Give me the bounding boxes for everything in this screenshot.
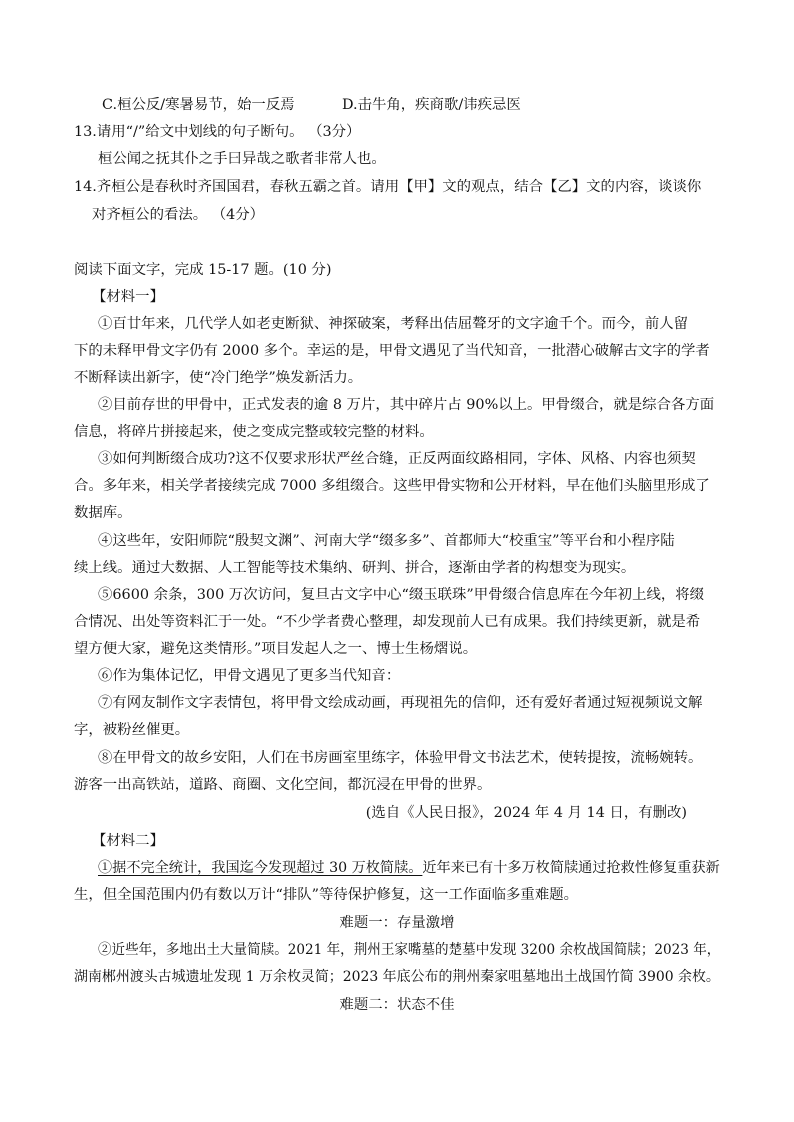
material1-line: 下的未释甲骨文字仍有 2000 多个。幸运的是，甲骨文遇见了当代知音，一批潜心破解古文字的学者 bbox=[74, 343, 710, 359]
material1-line: 不断释读出新字，使“冷门绝学”焕发新活力。 bbox=[74, 370, 363, 386]
material2-paragraph2-line2: 湖南郴州渡头古城遗址发现 1 万余枚灵简；2023 年底公布的荆州秦家咀墓地出土战国竹简 3900 余枚。 bbox=[74, 969, 720, 985]
material1-line: ④这些年，安阳师院“殷契文渊”、河南大学“缀多多”、首都师大“校重宝”等平台和小程序陆 bbox=[98, 533, 675, 549]
material1-line: 信息，将碎片拼接起来，使之变成完整或较完整的材料。 bbox=[74, 424, 434, 440]
material1-line: 续上线。通过大数据、人工智能等技术集纳、研判、拼合，逐渐由学者的构想变为现实。 bbox=[74, 560, 636, 576]
material1-line: 字，被粉丝催更。 bbox=[74, 722, 190, 738]
material2-paragraph1-line2: 生，但全国范围内仍有数以万计“排队”等待保护修复，这一工作面临多重难题。 bbox=[74, 887, 578, 903]
material1-line: 望方便大家，避免这类情形。”项目发起人之一、博士生杨熠说。 bbox=[74, 641, 478, 657]
subheading-difficulty2: 难题二：状态不佳 bbox=[339, 997, 455, 1013]
material1-line: 游客一出高铁站，道路、商圈、文化空间，都沉浸在甲骨的世界。 bbox=[74, 777, 492, 793]
material1-heading: 【材料一】 bbox=[92, 289, 164, 305]
material1-line: ⑧在甲骨文的故乡安阳，人们在书房画室里练字，体验甲骨文书法艺术，使转提按，流畅婉转。 bbox=[98, 750, 703, 766]
material1-line: 数据库。 bbox=[74, 505, 132, 521]
reading-instruction: 阅读下面文字，完成 15-17 题。(10 分) bbox=[74, 262, 332, 278]
subheading-difficulty1: 难题一：存量激增 bbox=[339, 915, 455, 931]
q14-prompt-line2: 对齐桓公的看法。 （4分） bbox=[92, 207, 265, 223]
material1-line: ⑦有网友制作文字表情包，将甲骨文绘成动画，再现祖先的信仰，还有爱好者通过短视频说文解 bbox=[98, 695, 703, 711]
material1-line: ②目前存世的甲骨中，正式发表的逾 8 万片，其中碎片占 90%以上。甲骨缀合，就是综合各方面 bbox=[98, 397, 715, 413]
material2-paragraph2-line1: ②近些年，多地出土大量简牍。2021 年，荆州王家嘴墓的楚墓中发现 3200 余枚战国简牍；2023 年， bbox=[98, 942, 721, 958]
q12-option-c: C.桓公反/寒暑易节，始一反焉 bbox=[102, 97, 295, 113]
material1-line: ①百廿年来，几代学人如老吏断狱、神探破案，考释出佶屈聱牙的文字逾千个。而今，前人留 bbox=[98, 316, 689, 332]
material2-paragraph1-line1 bbox=[98, 858, 720, 878]
material1-source: (选自《人民日报》，2024 年 4 月 14 日，有删改) bbox=[365, 805, 687, 821]
q14-prompt-line1: 14.齐桓公是春秋时齐国国君，春秋五霸之首。请用【甲】文的观点，结合【乙】文的内容，谈谈你 bbox=[74, 179, 702, 195]
q13-sentence: 桓公闻之抚其仆之手曰异哉之歌者非常人也。 bbox=[98, 151, 386, 167]
material1-line: ⑤6600 余条，300 万次访问，复旦古文字中心“缀玉联珠”甲骨缀合信息库在今年初上线，将缀 bbox=[98, 587, 705, 603]
q13-prompt: 13.请用“/”给文中划线的句子断句。 （3分） bbox=[74, 124, 361, 140]
underlined-sentence: ①据不完全统计，我国迄今发现超过 30 万枚简牍。 bbox=[98, 860, 423, 876]
material1-line: 合。多年来，相关学者接续完成 7000 多组缀合。这些甲骨实物和公开材料，早在他们头脑里形成了 bbox=[74, 478, 710, 494]
material1-line: ③如何判断缀合成功?这不仅要求形状严丝合缝，正反两面纹路相同，字体、风格、内容也须契 bbox=[98, 451, 696, 467]
material1-line: 合情况、出处等资料汇于一处。“不少学者费心整理，却发现前人已有成果。我们持续更新，就是希 bbox=[74, 614, 701, 630]
material2-heading: 【材料二】 bbox=[92, 833, 164, 849]
material1-line: ⑥作为集体记忆，甲骨文遇见了更多当代知音： bbox=[98, 668, 401, 684]
material2-p1-rest: 近年来已有十多万枚简牍通过抢救性修复重获新 bbox=[422, 860, 720, 876]
q12-option-d: D.击牛角，疾商歌/讳疾忌医 bbox=[342, 97, 521, 113]
